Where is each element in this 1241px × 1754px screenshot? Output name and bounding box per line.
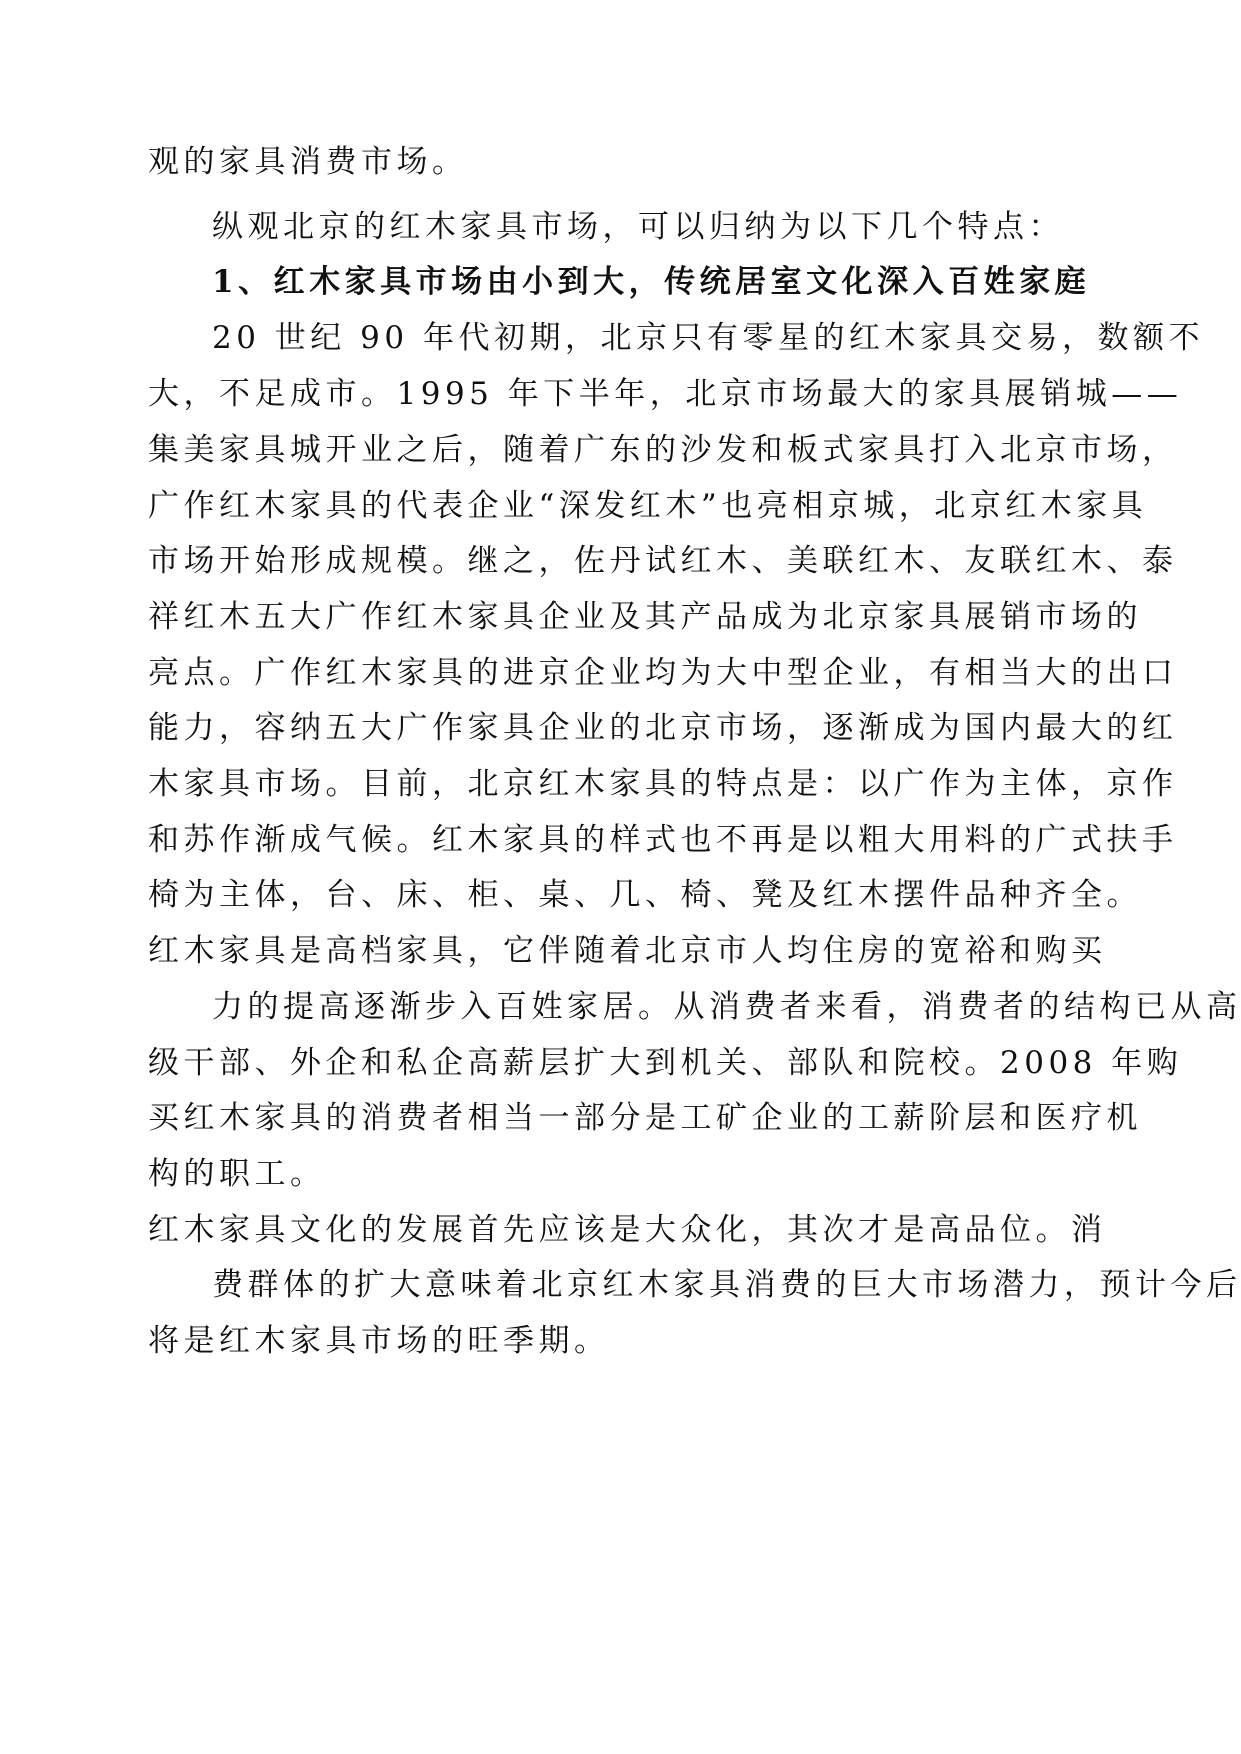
text-line: 市场开始形成规模。继之，佐丹试红木、美联红木、友联红木、泰 (148, 543, 1178, 579)
text-line: 广作红木家具的代表企业“深发红木”也亮相京城，北京红木家具 (148, 488, 1148, 524)
text-line: 费群体的扩大意味着北京红木家具消费的巨大市场潜力，预计今后 (212, 1267, 1241, 1303)
text-line: 构的职工。 (148, 1156, 326, 1192)
text-line: 级干部、外企和私企高薪层扩大到机关、部队和院校。2008 年购 (148, 1045, 1183, 1081)
text-line: 和苏作渐成气候。红木家具的样式也不再是以粗大用料的广式扶手 (148, 822, 1178, 858)
text-line: 木家具市场。目前，北京红木家具的特点是：以广作为主体，京作 (148, 766, 1178, 802)
text-line: 大，不足成市。1995 年下半年，北京市场最大的家具展销城—— (148, 376, 1183, 412)
text-line: 买红木家具的消费者相当一部分是工矿企业的工薪阶层和医疗机 (148, 1100, 1142, 1136)
text-line: 集美家具城开业之后，随着广东的沙发和板式家具打入北京市场， (148, 432, 1178, 468)
section-heading: 1、红木家具市场由小到大，传统居室文化深入百姓家庭 (212, 264, 1091, 300)
text-line: 椅为主体，台、床、柜、桌、几、椅、凳及红木摆件品种齐全。 (148, 877, 1142, 913)
text-line: 20 世纪 90 年代初期，北京只有零星的红木家具交易，数额不 (212, 320, 1204, 356)
text-line: 能力，容纳五大广作家具企业的北京市场，逐渐成为国内最大的红 (148, 710, 1178, 746)
text-line: 亮点。广作红木家具的进京企业均为大中型企业，有相当大的出口 (148, 655, 1178, 691)
text-line: 红木家具是高档家具，它伴随着北京市人均住房的宽裕和购买 (148, 933, 1107, 969)
text-line: 红木家具文化的发展首先应该是大众化，其次才是高品位。消 (148, 1212, 1107, 1248)
text-line: 祥红木五大广作红木家具企业及其产品成为北京家具展销市场的 (148, 599, 1142, 635)
text-line: 将是红木家具市场的旺季期。 (148, 1323, 610, 1359)
text-line: 力的提高逐渐步入百姓家居。从消费者来看，消费者的结构已从高 (212, 989, 1241, 1025)
text-line: 观的家具消费市场。 (148, 144, 468, 180)
text-line: 纵观北京的红木家具市场，可以归纳为以下几个特点： (212, 209, 1064, 245)
